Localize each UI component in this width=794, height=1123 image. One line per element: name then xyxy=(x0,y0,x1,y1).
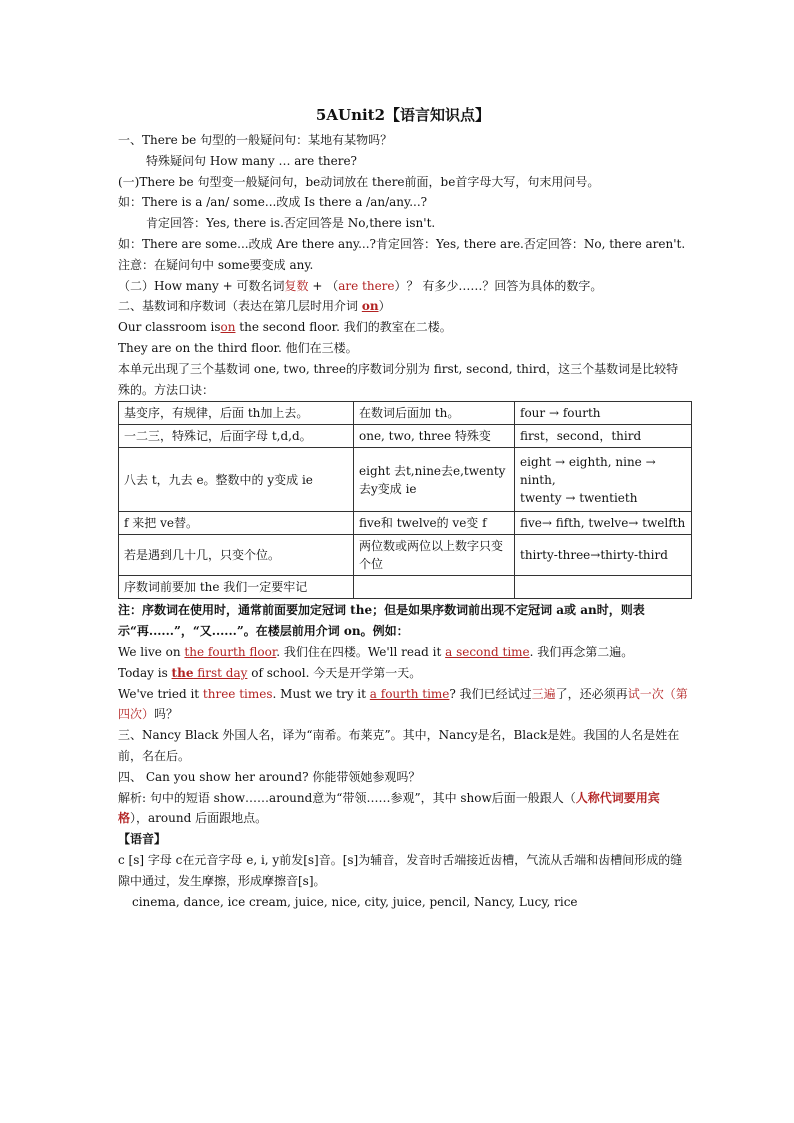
phonics-description: c [s] 字母 c在元音字母 e, i, y前发[s]音。[s]为辅音，发音时舌端接近齿槽，气流从舌端和齿槽间形成的缝隙中通过，发生摩擦，形成摩擦音[s]。 xyxy=(118,852,683,888)
highlight: 试一次（第四次） xyxy=(118,686,688,722)
highlight: a second time xyxy=(445,644,530,659)
text: 了，还必须再 xyxy=(555,686,628,701)
text: the second floor. 我们的教室在二楼。 xyxy=(235,320,452,335)
table-cell: 在数词后面加 th。 xyxy=(354,402,515,425)
section-1-heading: 一、There be 句型的一般疑问句：某地有某物吗？ xyxy=(118,133,393,147)
example-text xyxy=(118,684,688,726)
table-row xyxy=(119,425,692,448)
table-cell: 序数词前要加 the 我们一定要牢记 xyxy=(119,576,354,599)
highlight: a fourth time xyxy=(369,686,450,701)
table-cell: eight → eighth, nine → ninth, twenty → twentieth xyxy=(515,448,692,512)
highlight: on xyxy=(220,320,236,335)
table-cell: five→ fifth, twelve→ twelfth xyxy=(515,512,692,535)
table-row xyxy=(119,402,692,425)
example-text xyxy=(118,663,688,684)
phonics-word-list: cinema, dance, ice cream, juice, nice, city, juice, pencil, Nancy, Lucy, rice xyxy=(132,894,578,909)
table-cell xyxy=(515,576,692,599)
highlight: 人称代词要用宾格 xyxy=(118,790,660,826)
rule-text: (一)There be 句型变一般疑问句，be动词放在 there前面，be首字母大写，句末用问号。 xyxy=(118,174,600,189)
section-3-text: 三、Nancy Black 外国人名，译为“南希。布莱克”。其中，Nancy是名，Black是姓。我国的人名是姓在前，名在后。 xyxy=(118,728,680,763)
text: . 我们再念第二遍。 xyxy=(529,644,634,659)
text: Today is xyxy=(118,665,172,680)
note-paragraph: 注：序数词在使用时，通常前面要加定冠词 the；但是如果序数词前出现不定冠词 a或 an时，则表示“再......”，“又......”。在楼层前用介词 on。例如： xyxy=(118,603,645,639)
special-question: 特殊疑问句 How many … are there? xyxy=(146,153,357,168)
table-cell: 两位数或两位以上数字只变个位 xyxy=(354,535,515,576)
table-cell: one, two, three 特殊变 xyxy=(354,425,515,448)
example-text: 如：There is a /an/ some...改成 Is there a /an/any...? xyxy=(118,195,428,210)
text: ? 我们已经试过 xyxy=(449,686,532,701)
table-cell: five和 twelve的 ve变 f xyxy=(354,512,515,535)
text: ） xyxy=(378,299,391,314)
text: . 我们住在四楼。We'll read it xyxy=(276,644,446,659)
text: + （ xyxy=(308,278,339,293)
table-row xyxy=(119,535,692,576)
example-text xyxy=(118,642,688,663)
table-row xyxy=(119,576,692,599)
table-cell: thirty-three→thirty-third xyxy=(515,535,692,576)
text: 吗？ xyxy=(154,707,179,722)
highlight: on xyxy=(361,299,379,314)
answer-text: 肯定回答：Yes, there is.否定回答是 No,there isn't. xyxy=(146,216,436,231)
page-title: 5AUnit2【语言知识点】 xyxy=(315,106,491,124)
text: . Must we try it xyxy=(272,686,370,701)
intro-text: 本单元出现了三个基数词 one, two, three的序数词分别为 first, second, third，这三个基数词是比较特殊的。方法口诀： xyxy=(118,361,679,397)
table-cell: eight 去t,nine去e,twenty去y变成 ie xyxy=(354,448,515,512)
section-4-heading: 四、 Can you show her around? 你能带领她参观吗？ xyxy=(118,769,421,784)
text: We've tried it xyxy=(118,686,203,701)
table-cell: 八去 t，九去 e。整数中的 y变成 ie xyxy=(119,448,354,512)
text: 解析: 句中的短语 show……around意为“带领……参观”，其中 show后面一般跟人（ xyxy=(118,790,576,805)
table-cell: four → fourth xyxy=(515,402,692,425)
example-text xyxy=(118,317,688,338)
document-page xyxy=(118,104,688,912)
example-text: 如：There are some...改成 Are there any...?肯定回答：Yes, there are.否定回答：No, there aren't. xyxy=(118,236,686,251)
text: ），around 后面跟地点。 xyxy=(130,811,268,826)
highlight: the xyxy=(171,665,194,680)
section-2-heading xyxy=(118,296,688,317)
text: ）？ 有多少……？回答为具体的数字。 xyxy=(394,278,603,293)
highlight: the fourth floor xyxy=(184,644,277,659)
text: 二、基数词和序数词（表达在第几层时用介词 xyxy=(118,299,362,314)
ordinal-rules-table xyxy=(118,401,692,599)
highlight: 复数 xyxy=(284,278,309,293)
text: Our classroom is xyxy=(118,320,221,335)
highlight: are there xyxy=(338,278,395,293)
table-row xyxy=(119,448,692,512)
table-cell xyxy=(354,576,515,599)
text: （二）How many + 可数名词 xyxy=(118,278,285,293)
table-cell: 若是遇到几十几，只变个位。 xyxy=(119,535,354,576)
highlight: three times xyxy=(202,686,273,701)
highlight: 三遍 xyxy=(531,686,556,701)
how-many-rule xyxy=(118,276,688,297)
example-text: They are on the third floor. 他们在三楼。 xyxy=(118,340,358,355)
table-cell: first，second，third xyxy=(515,425,692,448)
table-cell: 一二三，特殊记，后面字母 t,d,d。 xyxy=(119,425,354,448)
note-text: 注意：在疑问句中 some要变成 any. xyxy=(118,257,314,272)
highlight: first day xyxy=(193,665,248,680)
table-row xyxy=(119,512,692,535)
text: of school. 今天是开学第一天。 xyxy=(247,665,422,680)
phonics-heading: 【语音】 xyxy=(118,832,167,847)
table-cell: f 来把 ve替。 xyxy=(119,512,354,535)
text: We live on xyxy=(118,644,185,659)
table-cell: 基变序，有规律，后面 th加上去。 xyxy=(119,402,354,425)
analysis-text xyxy=(118,788,688,830)
